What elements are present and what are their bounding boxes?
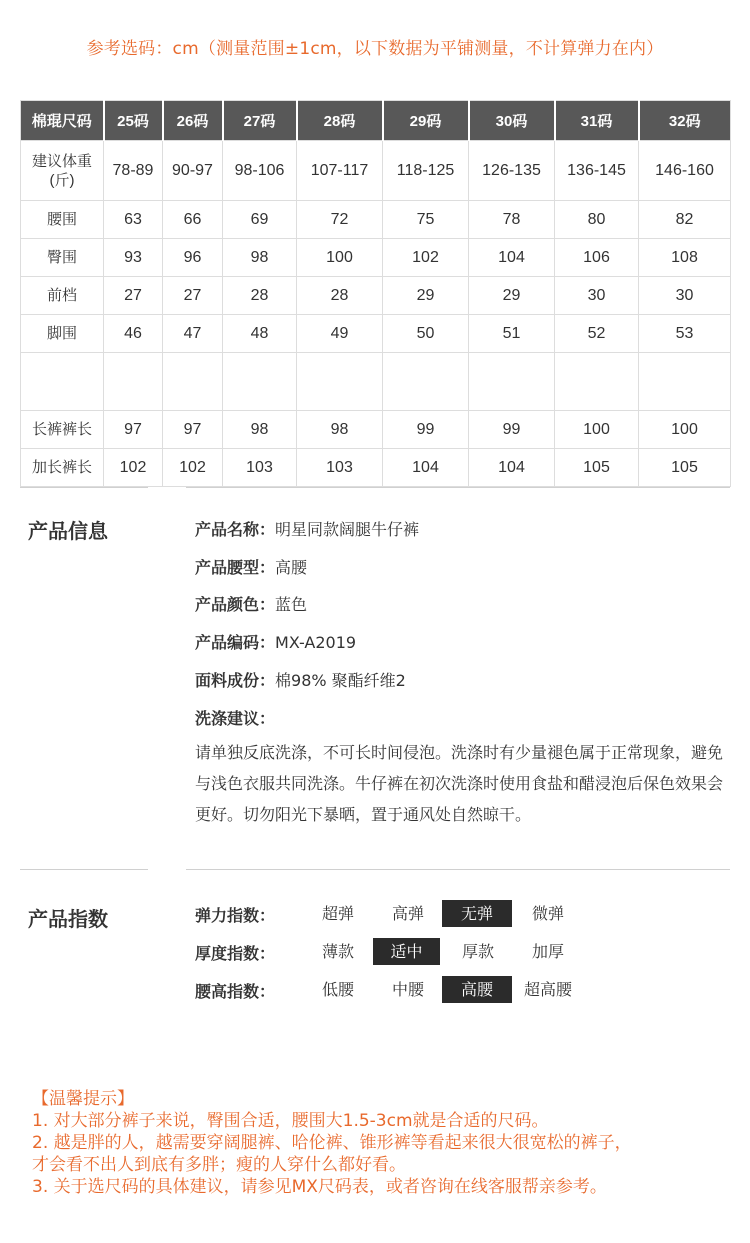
header-cell: 26码 bbox=[163, 101, 223, 141]
value-cell: 49 bbox=[297, 315, 383, 353]
value-cell: 107-117 bbox=[297, 141, 383, 201]
header-cell: 29码 bbox=[383, 101, 469, 141]
value-cell bbox=[297, 353, 383, 411]
value-cell: 69 bbox=[223, 201, 297, 239]
product-color-row bbox=[195, 592, 307, 615]
value-cell: 97 bbox=[163, 411, 223, 449]
waist-height-option: 中腰 bbox=[391, 980, 424, 999]
tips-line: 2. 越是胖的人，越需要穿阔腿裤、哈伦裤、锥形裤等看起来很大很宽松的裤子， bbox=[32, 1133, 632, 1153]
value-cell: 51 bbox=[469, 315, 555, 353]
row-label: 长裤裤长 bbox=[21, 411, 104, 449]
value-cell: 82 bbox=[639, 201, 731, 239]
value-cell: 108 bbox=[639, 239, 731, 277]
product-waist-row bbox=[195, 555, 307, 578]
value-cell: 105 bbox=[555, 449, 639, 487]
value-cell: 106 bbox=[555, 239, 639, 277]
value-cell: 96 bbox=[163, 239, 223, 277]
value-cell bbox=[223, 353, 297, 411]
value-cell: 27 bbox=[104, 277, 163, 315]
value-cell: 104 bbox=[469, 239, 555, 277]
header-cell: 32码 bbox=[639, 101, 731, 141]
product-code-key: 产品编码： bbox=[195, 633, 276, 652]
thickness-option: 加厚 bbox=[531, 942, 564, 961]
header-cell: 25码 bbox=[104, 101, 163, 141]
value-cell bbox=[104, 353, 163, 411]
value-cell: 30 bbox=[639, 277, 731, 315]
value-cell: 103 bbox=[223, 449, 297, 487]
elasticity-option: 超弹 bbox=[321, 904, 354, 923]
size-chart-table bbox=[20, 100, 731, 487]
value-cell: 98-106 bbox=[223, 141, 297, 201]
value-cell: 30 bbox=[555, 277, 639, 315]
value-cell: 46 bbox=[104, 315, 163, 353]
elasticity-option-selected: 无弹 bbox=[442, 900, 512, 927]
section-divider-left bbox=[20, 487, 148, 488]
value-cell: 98 bbox=[223, 239, 297, 277]
size-header-row bbox=[21, 101, 731, 141]
tips-heading: 【温馨提示】 bbox=[32, 1089, 134, 1109]
table-row bbox=[21, 449, 731, 487]
label-line: 建议体重 bbox=[31, 152, 92, 170]
thickness-option: 薄款 bbox=[321, 942, 354, 961]
thickness-option: 厚款 bbox=[461, 942, 494, 961]
product-waist-value: 高腰 bbox=[275, 558, 308, 577]
table-row bbox=[21, 277, 731, 315]
wash-advice-key: 洗涤建议： bbox=[195, 709, 276, 728]
product-info-title: 产品信息 bbox=[28, 519, 108, 543]
value-cell: 102 bbox=[163, 449, 223, 487]
value-cell: 100 bbox=[555, 411, 639, 449]
value-cell: 52 bbox=[555, 315, 639, 353]
section-divider-right bbox=[186, 487, 730, 488]
value-cell bbox=[639, 353, 731, 411]
header-cell: 30码 bbox=[469, 101, 555, 141]
value-cell: 97 bbox=[104, 411, 163, 449]
value-cell: 27 bbox=[163, 277, 223, 315]
table-row bbox=[21, 239, 731, 277]
table-row bbox=[21, 141, 731, 201]
row-label-weight bbox=[21, 141, 104, 201]
value-cell: 100 bbox=[639, 411, 731, 449]
tips-line: 才会看不出人到底有多胖；瘦的人穿什么都好看。 bbox=[32, 1155, 406, 1175]
row-label: 前档 bbox=[21, 277, 104, 315]
wash-advice-row bbox=[195, 706, 275, 729]
value-cell: 100 bbox=[297, 239, 383, 277]
value-cell: 104 bbox=[469, 449, 555, 487]
header-cell: 棉琨尺码 bbox=[21, 101, 104, 141]
value-cell: 80 bbox=[555, 201, 639, 239]
row-label: 加长裤长 bbox=[21, 449, 104, 487]
section-divider-left bbox=[20, 869, 148, 870]
value-cell: 53 bbox=[639, 315, 731, 353]
value-cell: 105 bbox=[639, 449, 731, 487]
value-cell bbox=[555, 353, 639, 411]
header-cell: 28码 bbox=[297, 101, 383, 141]
value-cell: 66 bbox=[163, 201, 223, 239]
product-code-row bbox=[195, 630, 356, 653]
elasticity-index-label: 弹力指数： bbox=[195, 906, 276, 925]
product-index-title: 产品指数 bbox=[28, 907, 108, 931]
waist-height-option: 超高腰 bbox=[523, 980, 572, 999]
value-cell: 50 bbox=[383, 315, 469, 353]
row-label: 脚围 bbox=[21, 315, 104, 353]
product-fabric-key: 面料成份： bbox=[195, 671, 276, 690]
tips-line: 1. 对大部分裤子来说，臀围合适，腰围大1.5-3cm就是合适的尺码。 bbox=[32, 1111, 549, 1131]
table-row bbox=[21, 201, 731, 239]
value-cell: 99 bbox=[383, 411, 469, 449]
section-divider-right bbox=[186, 869, 730, 870]
value-cell bbox=[383, 353, 469, 411]
elasticity-option: 高弹 bbox=[391, 904, 424, 923]
product-waist-key: 产品腰型： bbox=[195, 558, 276, 577]
value-cell: 98 bbox=[297, 411, 383, 449]
value-cell: 78 bbox=[469, 201, 555, 239]
label-line: (斤) bbox=[49, 171, 75, 189]
value-cell: 72 bbox=[297, 201, 383, 239]
waist-height-option: 低腰 bbox=[321, 980, 354, 999]
value-cell: 118-125 bbox=[383, 141, 469, 201]
value-cell: 90-97 bbox=[163, 141, 223, 201]
value-cell: 99 bbox=[469, 411, 555, 449]
value-cell: 136-145 bbox=[555, 141, 639, 201]
product-color-value: 蓝色 bbox=[275, 595, 308, 614]
value-cell: 103 bbox=[297, 449, 383, 487]
warm-tips bbox=[32, 1088, 632, 1198]
value-cell: 47 bbox=[163, 315, 223, 353]
table-row bbox=[21, 315, 731, 353]
wash-advice-text: 请单独反底洗涤，不可长时间侵泡。洗涤时有少量褪色属于正常现象，避免与浅色衣服共同洗涤。牛仔裤在初次洗涤时使用食盐和醋浸泡后保色效果会更好。切勿阳光下暴晒，置于通风处自然晾干。 bbox=[195, 743, 724, 824]
table-row bbox=[21, 411, 731, 449]
waist-height-index-label: 腰高指数： bbox=[195, 982, 276, 1001]
value-cell: 93 bbox=[104, 239, 163, 277]
value-cell: 104 bbox=[383, 449, 469, 487]
elasticity-option: 微弹 bbox=[531, 904, 564, 923]
value-cell: 28 bbox=[223, 277, 297, 315]
product-name-row bbox=[195, 517, 419, 540]
tips-line: 3. 关于选尺码的具体建议，请参见MX尺码表，或者咨询在线客服帮亲参考。 bbox=[32, 1177, 607, 1197]
product-fabric-value: 棉98% 聚酯纤维2 bbox=[275, 671, 406, 690]
value-cell: 102 bbox=[104, 449, 163, 487]
waist-height-option-selected: 高腰 bbox=[442, 976, 512, 1003]
value-cell: 48 bbox=[223, 315, 297, 353]
product-color-key: 产品颜色： bbox=[195, 595, 276, 614]
value-cell: 126-135 bbox=[469, 141, 555, 201]
value-cell: 63 bbox=[104, 201, 163, 239]
value-cell: 146-160 bbox=[639, 141, 731, 201]
thickness-option-selected: 适中 bbox=[373, 938, 440, 965]
product-code-value: MX-A2019 bbox=[275, 633, 357, 652]
value-cell: 29 bbox=[383, 277, 469, 315]
product-fabric-row bbox=[195, 668, 406, 691]
value-cell: 78-89 bbox=[104, 141, 163, 201]
row-label bbox=[21, 353, 104, 411]
value-cell bbox=[469, 353, 555, 411]
row-label: 腰围 bbox=[21, 201, 104, 239]
value-cell: 29 bbox=[469, 277, 555, 315]
value-cell: 98 bbox=[223, 411, 297, 449]
product-name-key: 产品名称： bbox=[195, 520, 276, 539]
product-name-value: 明星同款阔腿牛仔裤 bbox=[275, 520, 420, 539]
row-label: 臀围 bbox=[21, 239, 104, 277]
header-cell: 27码 bbox=[223, 101, 297, 141]
thickness-index-label: 厚度指数： bbox=[195, 944, 276, 963]
value-cell: 75 bbox=[383, 201, 469, 239]
size-reference-note: 参考选码：cm（测量范围±1cm，以下数据为平铺测量，不计算弹力在内） bbox=[86, 39, 664, 59]
value-cell: 102 bbox=[383, 239, 469, 277]
value-cell bbox=[163, 353, 223, 411]
header-cell: 31码 bbox=[555, 101, 639, 141]
table-row-empty bbox=[21, 353, 731, 411]
value-cell: 28 bbox=[297, 277, 383, 315]
